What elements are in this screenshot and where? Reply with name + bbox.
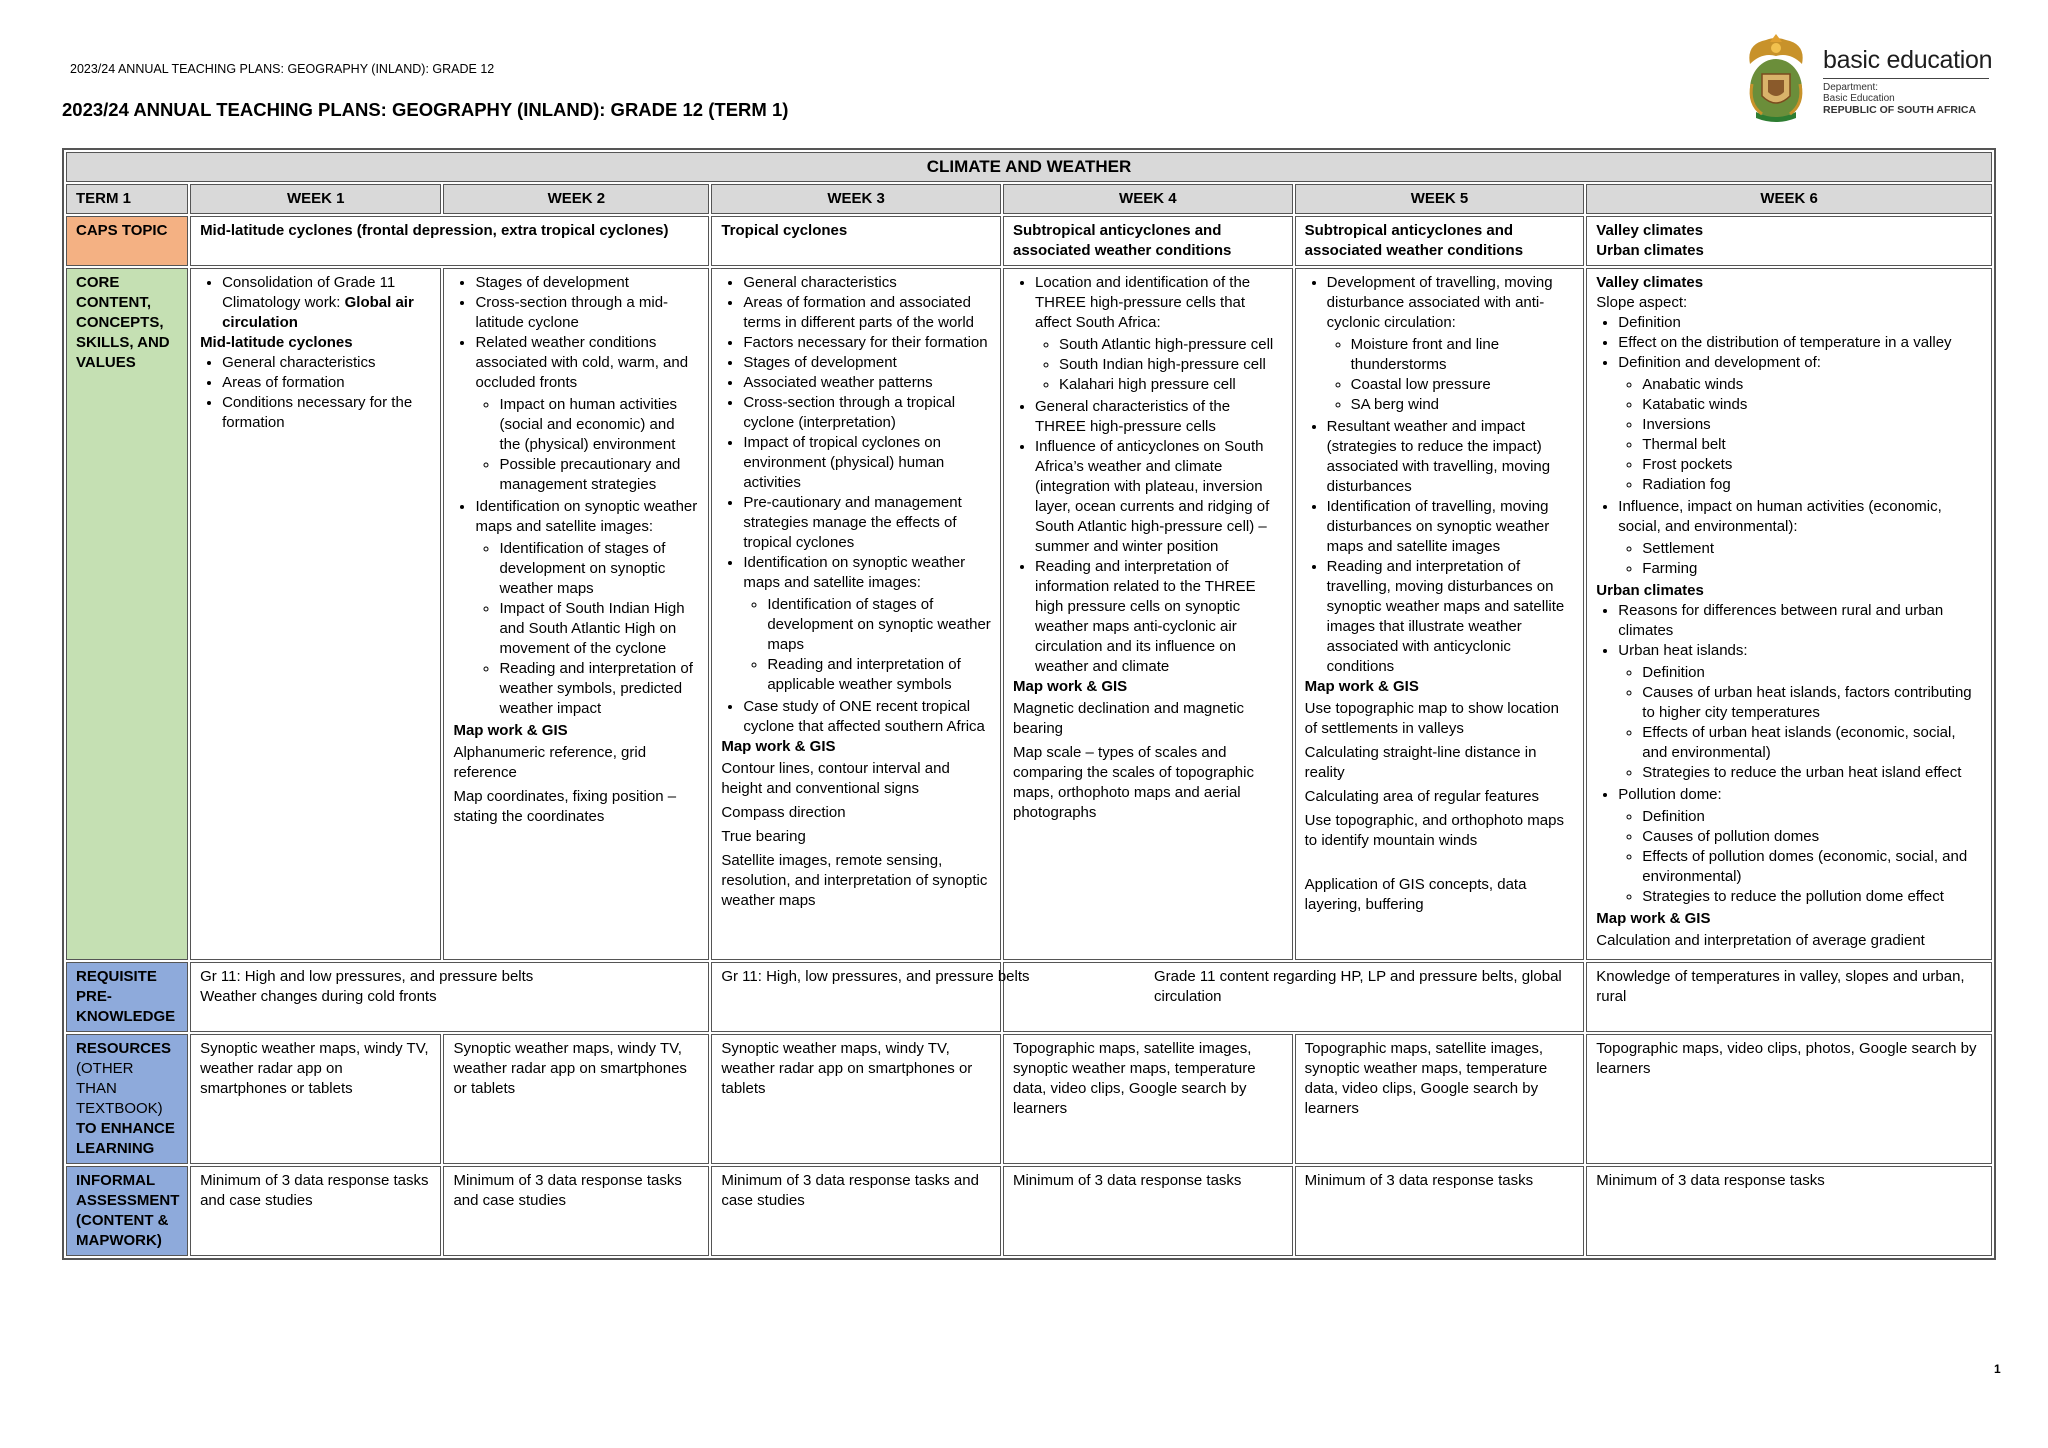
- header-week-6: WEEK 6: [1586, 184, 1992, 214]
- list-item: ◦ Causes of urban heat islands, factors contributing to higher city temperatures: [1642, 683, 1982, 723]
- resources-week-5: Topographic maps, satellite images, synoptic weather maps, temperature data, video clips, Google search by learners: [1295, 1034, 1585, 1164]
- list-item: ◦ Settlement: [1642, 539, 1982, 559]
- resources-week-2: Synoptic weather maps, windy TV, weather radar app on smartphones or tablets: [443, 1034, 709, 1164]
- week-3-map-heading: Map work & GIS: [721, 738, 836, 755]
- assessment-week-2: Minimum of 3 data response tasks and case studies: [443, 1166, 709, 1256]
- list-item: • Development of travelling, moving disturbance associated with anti-cyclonic circulation: ◦ Moisture front and line thunderstorms ◦ Coastal low pressure ◦ SA berg wind: [1327, 273, 1575, 415]
- caps-week-5: Subtropical anticyclones and associated weather conditions: [1295, 216, 1585, 266]
- week-2-map-heading: Map work & GIS: [453, 722, 568, 739]
- list-item: ◦ South Indian high-pressure cell: [1059, 355, 1283, 375]
- logo-country: REPUBLIC OF SOUTH AFRICA: [1823, 104, 1977, 116]
- resources-label: RESOURCES (OTHER THAN TEXTBOOK) TO ENHANCE LEARNING: [66, 1034, 188, 1164]
- list-item: ◦ Impact on human activities (social and economic) and the (physical) environment: [499, 395, 699, 455]
- header-week-4: WEEK 4: [1003, 184, 1293, 214]
- list-item: • Resultant weather and impact (strategies to reduce the impact) associated with travelling, moving disturbances: [1327, 417, 1575, 497]
- list-item: • Stages of development: [475, 273, 699, 293]
- list-item: ◦ Possible precautionary and management strategies: [499, 455, 699, 495]
- list-item: • Areas of formation: [222, 373, 431, 393]
- requisite-week-6: Knowledge of temperatures in valley, slopes and urban, rural: [1586, 962, 1992, 1032]
- requisite-line: Weather changes during cold fronts: [200, 988, 437, 1005]
- assessment-label: INFORMAL ASSESSMENT (CONTENT & MAPWORK): [66, 1166, 188, 1256]
- list-item: ◦ Definition: [1642, 663, 1982, 683]
- list-item: ◦ Reading and interpretation of weather symbols, predicted weather impact: [499, 659, 699, 719]
- list-item: ◦ South Atlantic high-pressure cell: [1059, 335, 1283, 355]
- week-1-topics: [200, 353, 431, 433]
- teaching-plan-table: [62, 148, 1996, 1260]
- map-item: Alphanumeric reference, grid reference: [453, 744, 647, 781]
- list-item: ◦ Reading and interpretation of applicable weather symbols: [767, 655, 991, 695]
- list-item: • Areas of formation and associated terms in different parts of the world: [743, 293, 991, 333]
- list-item: ◦ Definition: [1642, 807, 1982, 827]
- caps-topic-label: CAPS TOPIC: [66, 216, 188, 266]
- list-item: ◦ Thermal belt: [1642, 435, 1982, 455]
- requisite-week-1-2: [190, 962, 709, 1032]
- week-1-list: [200, 273, 431, 333]
- list-item: • General characteristics: [222, 353, 431, 373]
- map-item: Satellite images, remote sensing, resolution, and interpretation of synoptic weather maps: [721, 852, 988, 909]
- list-item: • Influence of anticyclones on South Africa’s weather and climate (integration with plateau, inversion layer, ocean currents and ridging of South Atlantic high-pressure cell) – summer and winter position: [1035, 437, 1283, 557]
- list-item: • Case study of ONE recent tropical cyclone that affected southern Africa: [743, 697, 991, 737]
- document-title: 2023/24 ANNUAL TEACHING PLANS: GEOGRAPHY (INLAND): GRADE 12 (TERM 1): [62, 99, 789, 120]
- list-item: • Associated weather patterns: [743, 373, 991, 393]
- map-item: Calculating straight-line distance in reality: [1304, 744, 1537, 781]
- map-item: True bearing: [721, 828, 806, 845]
- week-6-slope-label: Slope aspect:: [1596, 294, 1688, 311]
- core-week-1: [190, 268, 441, 960]
- assessment-week-1: Minimum of 3 data response tasks and case studies: [190, 1166, 441, 1256]
- list-item: • Conditions necessary for the formation: [222, 393, 431, 433]
- list-item: • Identification on synoptic weather maps and satellite images: ◦ Identification of stages of development on synoptic weather maps ◦ Reading and interpretation of applicable weather symbols: [743, 553, 991, 695]
- running-head: 2023/24 ANNUAL TEACHING PLANS: GEOGRAPHY (INLAND): GRADE 12: [70, 62, 495, 76]
- logo-department-label: Department:: [1823, 82, 1879, 93]
- resources-week-1: Synoptic weather maps, windy TV, weather radar app on smartphones or tablets: [190, 1034, 441, 1164]
- list-item: • Stages of development: [743, 353, 991, 373]
- list-item: • Cross-section through a mid-latitude cyclone: [475, 293, 699, 333]
- list-item: ◦ Strategies to reduce the pollution dome effect: [1642, 887, 1982, 907]
- week-5-map-heading: Map work & GIS: [1304, 678, 1419, 695]
- week-3-list: [721, 273, 991, 737]
- list-item: ◦ Inversions: [1642, 415, 1982, 435]
- list-item: • Definition and development of: ◦ Anabatic winds ◦ Katabatic winds ◦ Inversions ◦ Thermal belt ◦ Frost pockets ◦ Radiation fog: [1618, 353, 1982, 495]
- logo-brand-text: basic education: [1823, 46, 1993, 74]
- map-item: Contour lines, contour interval and height and conventional signs: [721, 760, 950, 797]
- resources-week-4: Topographic maps, satellite images, synoptic weather maps, temperature data, video clips, Google search by learners: [1003, 1034, 1293, 1164]
- list-item: ◦ Causes of pollution domes: [1642, 827, 1982, 847]
- map-item: Compass direction: [721, 804, 846, 821]
- list-item: ◦ Impact of South Indian High and South Atlantic High on movement of the cyclone: [499, 599, 699, 659]
- header-week-1: WEEK 1: [190, 184, 441, 214]
- banner-row: [66, 152, 1992, 182]
- header-term: TERM 1: [66, 184, 188, 214]
- list-item: ◦ Strategies to reduce the urban heat island effect: [1642, 763, 1982, 783]
- map-item: Calculating area of regular features: [1304, 788, 1539, 805]
- list-item: ◦ Effects of urban heat islands (economic, social, and environmental): [1642, 723, 1982, 763]
- logo-rule: [1823, 78, 1989, 79]
- map-item: Use topographic map to show location of settlements in valleys: [1304, 700, 1559, 737]
- requisite-label: REQUISITE PRE-KNOWLEDGE: [66, 962, 188, 1032]
- list-item: ◦ Farming: [1642, 559, 1982, 579]
- map-item: Use topographic, and orthophoto maps to identify mountain winds: [1304, 812, 1564, 849]
- map-item: Calculation and interpretation of average gradient: [1596, 932, 1925, 949]
- caps-topic-row: [66, 216, 1992, 266]
- list-item: • Reasons for differences between rural and urban climates: [1618, 601, 1982, 641]
- list-item: ◦ Effects of pollution domes (economic, social, and environmental): [1642, 847, 1982, 887]
- list-item: ◦ SA berg wind: [1351, 395, 1575, 415]
- header-week-3: WEEK 3: [711, 184, 1001, 214]
- assessment-row: [66, 1166, 1992, 1256]
- week-1-subheading: Mid-latitude cyclones: [200, 334, 353, 351]
- list-item: ◦ Identification of stages of development on synoptic weather maps: [499, 539, 699, 599]
- resources-week-3: Synoptic weather maps, windy TV, weather radar app on smartphones or tablets: [711, 1034, 1001, 1164]
- week-6-map-heading: Map work & GIS: [1596, 910, 1711, 927]
- list-item: • Consolidation of Grade 11 Climatology work: Global air circulation: [222, 273, 431, 333]
- header-week-2: WEEK 2: [443, 184, 709, 214]
- week-6-valley-list: [1596, 313, 1982, 579]
- core-week-3: [711, 268, 1001, 960]
- week-4-list: [1013, 273, 1283, 677]
- list-item: ◦ Frost pockets: [1642, 455, 1982, 475]
- core-content-label: CORE CONTENT, CONCEPTS, SKILLS, AND VALUES: [66, 268, 188, 960]
- week-4-map-heading: Map work & GIS: [1012, 678, 1128, 695]
- header-row: [66, 184, 1992, 214]
- list-item: • Identification on synoptic weather maps and satellite images: ◦ Identification of stages of development on synoptic weather maps ◦ Impact of South Indian High and South Atlantic High on movement of the cyclone ◦ Reading and interpretation of weather symbols, predicted weather impact: [475, 497, 699, 719]
- list-item: • Identification of travelling, moving disturbances on synoptic weather maps and satellite images: [1327, 497, 1575, 557]
- caps-week-6: [1586, 216, 1992, 266]
- list-item: • Pollution dome: ◦ Definition ◦ Causes of pollution domes ◦ Effects of pollution domes (economic, social, and environmental) ◦ Strategies to reduce the pollution dome effect: [1618, 785, 1982, 907]
- page-number: 1: [1994, 1362, 2001, 1376]
- assessment-week-5: Minimum of 3 data response tasks: [1295, 1166, 1585, 1256]
- coat-of-arms-icon: [1740, 34, 1812, 124]
- assessment-week-6: Minimum of 3 data response tasks: [1586, 1166, 1992, 1256]
- list-item: • General characteristics of the THREE high-pressure cells: [1035, 397, 1283, 437]
- list-item: ◦ Moisture front and line thunderstorms: [1351, 335, 1575, 375]
- list-item: ◦ Anabatic winds: [1642, 375, 1982, 395]
- core-content-row: [66, 268, 1992, 960]
- list-item: • Related weather conditions associated with cold, warm, and occluded fronts ◦ Impact on human activities (social and economic) and the (physical) environment ◦ Possible precautionary and management strategies: [475, 333, 699, 495]
- resources-week-6: Topographic maps, video clips, photos, Google search by learners: [1586, 1034, 1992, 1164]
- list-item: • Impact of tropical cyclones on environment (physical) human activities: [743, 433, 991, 493]
- core-week-5: [1295, 268, 1585, 960]
- week-6-urban-list: [1596, 601, 1982, 907]
- list-item: • Reading and interpretation of information related to the THREE high pressure cells on synoptic weather maps anti-cyclonic air circulation and its influence on weather and climate: [1035, 557, 1283, 677]
- map-item: Map coordinates, fixing position – stating the coordinates: [453, 788, 677, 825]
- list-item: • Cross-section through a tropical cyclone (interpretation): [743, 393, 991, 433]
- assessment-week-4: Minimum of 3 data response tasks: [1003, 1166, 1293, 1256]
- caps-week-4: Subtropical anticyclones and associated weather conditions: [1003, 216, 1293, 266]
- list-item: • Influence, impact on human activities (economic, social, and environmental): ◦ Settlement ◦ Farming: [1618, 497, 1982, 579]
- logo-department-name: Basic Education: [1823, 93, 1895, 104]
- list-item: ◦ Kalahari high pressure cell: [1059, 375, 1283, 395]
- list-item: ◦ Coastal low pressure: [1351, 375, 1575, 395]
- list-item: • Reading and interpretation of travelling, moving disturbances on synoptic weather maps and satellite images that illustrate weather associated with anticyclonic conditions: [1327, 557, 1575, 677]
- requisite-week-4-5: Grade 11 content regarding HP, LP and pressure belts, global circulation: [1003, 962, 1584, 1032]
- header-week-5: WEEK 5: [1295, 184, 1585, 214]
- caps-week-6-line-1: Valley climates: [1596, 222, 1704, 239]
- requisite-line: Gr 11: High and low pressures, and pressure belts: [200, 968, 534, 985]
- core-week-4: [1003, 268, 1293, 960]
- week-2-list: [453, 273, 699, 719]
- list-item: • Pre-cautionary and management strategies manage the effects of tropical cyclones: [743, 493, 991, 553]
- list-item: ◦ Identification of stages of development on synoptic weather maps: [767, 595, 991, 655]
- list-item: ◦ Radiation fog: [1642, 475, 1982, 495]
- core-week-2: [443, 268, 709, 960]
- list-item: • Urban heat islands: ◦ Definition ◦ Causes of urban heat islands, factors contributing to higher city temperatures ◦ Effects of urban heat islands (economic, social, and environmental) ◦ Strategies to reduce the urban heat island effect: [1618, 641, 1982, 783]
- requisite-week-3: Gr 11: High, low pressures, and pressure belts: [711, 962, 1001, 1032]
- list-item: • Location and identification of the THREE high-pressure cells that affect South Africa: ◦ South Atlantic high-pressure cell ◦ South Indian high-pressure cell ◦ Kalahari high pressure cell: [1035, 273, 1283, 395]
- caps-week-3: Tropical cyclones: [711, 216, 1001, 266]
- assessment-week-3: Minimum of 3 data response tasks and case studies: [711, 1166, 1001, 1256]
- caps-week-1-2: Mid-latitude cyclones (frontal depression, extra tropical cyclones): [190, 216, 709, 266]
- caps-week-6-line-2: Urban climates: [1596, 242, 1704, 259]
- list-item: • Definition: [1618, 313, 1982, 333]
- week-6-urban-heading: Urban climates: [1596, 582, 1704, 599]
- map-item: Map scale – types of scales and comparing the scales of topographic maps, orthophoto maps and aerial photographs: [1012, 744, 1254, 821]
- topic-banner: CLIMATE AND WEATHER: [66, 152, 1992, 182]
- map-item: Magnetic declination and magnetic bearing: [1012, 700, 1244, 737]
- list-item: ◦ Katabatic winds: [1642, 395, 1982, 415]
- resources-row: [66, 1034, 1992, 1164]
- list-item: • Effect on the distribution of temperature in a valley: [1618, 333, 1982, 353]
- week-5-list: [1305, 273, 1575, 677]
- list-item: • General characteristics: [743, 273, 991, 293]
- week-6-valley-heading: Valley climates: [1596, 274, 1704, 291]
- core-week-6: [1586, 268, 1992, 960]
- map-item: Application of GIS concepts, data layering, buffering: [1304, 876, 1527, 913]
- list-item: • Factors necessary for their formation: [743, 333, 991, 353]
- dbe-logo: [1740, 34, 2010, 126]
- requisite-row: [66, 962, 1992, 1032]
